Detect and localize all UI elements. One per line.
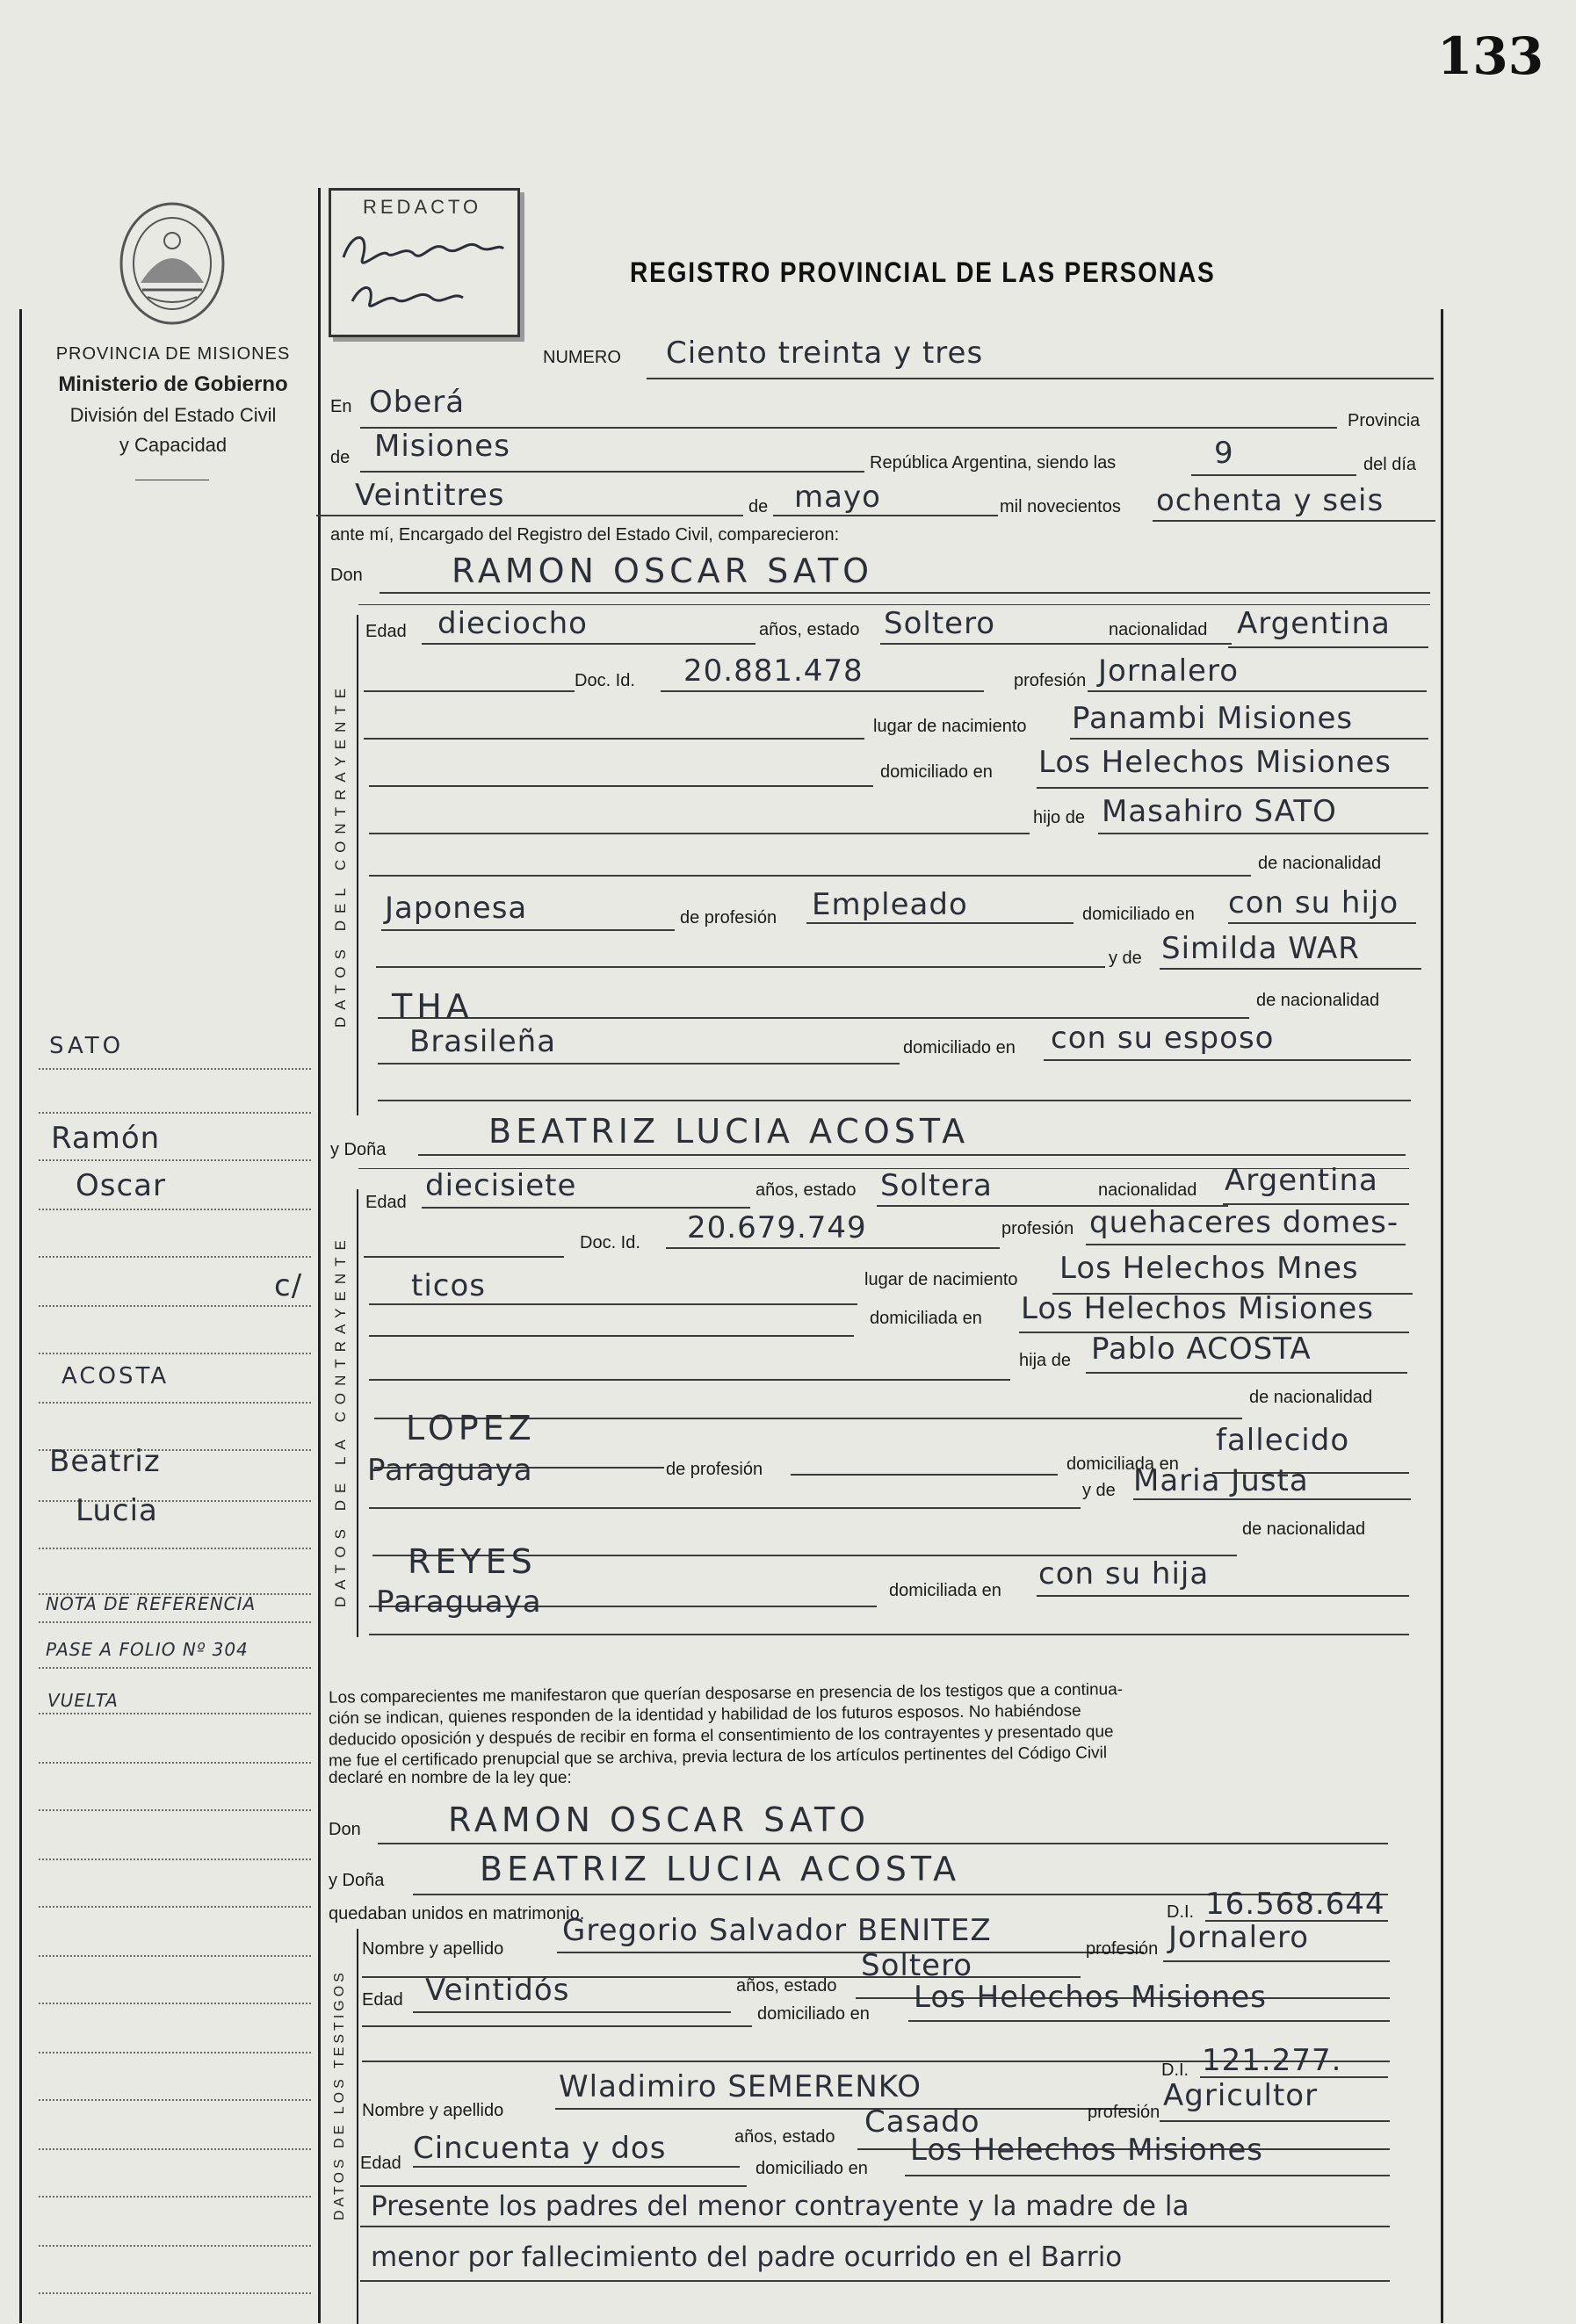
lugar-label: lugar de nacimiento — [873, 717, 1027, 736]
dia-value: Veintitres — [355, 478, 505, 513]
t2-dom-value: Los Helechos Misiones — [910, 2133, 1264, 2168]
contrayente-section-label: DATOS DEL CONTRAYENTE — [332, 681, 349, 1028]
profesion-f-value: quehaceres domes- — [1089, 1205, 1399, 1240]
margin-pase-folio: PASE A FOLIO Nº 304 — [46, 1639, 249, 1660]
margin-surname: SATO — [49, 1033, 125, 1059]
declaration-line-5: declaré en nombre de la ley que: — [329, 1769, 572, 1787]
edad-label: Edad — [365, 622, 407, 641]
t2-nombre-label: Nombre y apellido — [362, 2101, 504, 2120]
margin-first-name-2: Beatriz — [49, 1444, 161, 1479]
padre-value: Masahiro SATO — [1102, 794, 1337, 829]
t2-prof-value: Agricultor — [1163, 2078, 1319, 2113]
madre-dom-label: domiciliado en — [903, 1038, 1016, 1057]
document-title: REGISTRO PROVINCIAL DE LAS PERSONAS — [630, 256, 1216, 288]
hijo-label: hijo de — [1033, 808, 1085, 827]
division-name-2: y Capacidad — [119, 434, 228, 456]
hija-label: hija de — [1019, 1351, 1071, 1370]
lugar-f-label: lugar de nacimiento — [864, 1270, 1018, 1289]
t2-dom-label: domiciliado en — [755, 2159, 868, 2178]
profesion-label: profesión — [1014, 671, 1087, 690]
edad-f-label: Edad — [365, 1193, 407, 1212]
t1-dom-label: domiciliado en — [757, 2004, 870, 2024]
de-label: de — [330, 448, 351, 467]
numero-value: Ciento treinta y tres — [666, 336, 984, 371]
estado-label: años, estado — [759, 620, 860, 639]
t1-dom-value: Los Helechos Misiones — [914, 1980, 1268, 2015]
decl-dona-value: BEATRIZ LUCIA ACOSTA — [480, 1850, 961, 1888]
nacionalidad-value: Argentina — [1237, 606, 1391, 641]
madre-f-dom-value: con su hija — [1038, 1556, 1210, 1591]
t1-di-value: 16.568.644 — [1205, 1887, 1385, 1922]
redacto-stamp — [329, 188, 520, 337]
en-value: Oberá — [369, 385, 466, 420]
padre-f-nac-value: Paraguaya — [367, 1453, 533, 1488]
t1-prof-value: Jornalero — [1168, 1920, 1309, 1955]
t1-estado-value: Soltero — [861, 1948, 973, 1983]
testigos-section-label: DATOS DE LOS TESTIGOS — [332, 1969, 347, 2220]
madre-f-nac-value: Paraguaya — [376, 1584, 542, 1620]
contrayente-f-section-label: DATOS DE LA CONTRAYENTE — [332, 1233, 349, 1607]
quedaban-text: quedaban unidos en matrimonio. — [329, 1904, 585, 1923]
madre-nac-value: Brasileña — [409, 1024, 557, 1059]
testigos-note-line-1: Presente los padres del menor contrayente y la madre de la — [371, 2190, 1189, 2222]
decl-don-label: Don — [329, 1820, 361, 1839]
del-dia-label: del día — [1363, 455, 1417, 474]
provincia-label: Provincia — [1348, 411, 1421, 430]
don-value: RAMON OSCAR SATO — [452, 552, 874, 590]
padre-nac-value: Japonesa — [385, 891, 528, 926]
t1-estado-label: años, estado — [736, 1976, 837, 1996]
nacionalidad-label: nacionalidad — [1109, 620, 1208, 639]
margin-second-name-2: Lucia — [76, 1493, 158, 1528]
anio-value: ochenta y seis — [1156, 483, 1384, 518]
y-de-label: y de — [1109, 949, 1142, 968]
don-label: Don — [330, 566, 363, 585]
domicilio-f-label: domiciliada en — [870, 1309, 982, 1328]
de-profesion-label: de profesión — [680, 908, 777, 927]
domicilio-value: Los Helechos Misiones — [1038, 745, 1392, 780]
de-nacionalidad-f-label: de nacionalidad — [1249, 1388, 1373, 1407]
edad-f-value: diecisiete — [425, 1168, 577, 1203]
margin-vuelta: VUELTA — [47, 1690, 119, 1711]
doc-value: 20.881.478 — [683, 653, 864, 689]
domicilio-f-value: Los Helechos Misiones — [1021, 1291, 1375, 1326]
t1-prof-label: profesión — [1086, 1939, 1159, 1959]
de-nacionalidad-label: de nacionalidad — [1258, 854, 1382, 873]
padre-dom-value: con su hijo — [1228, 885, 1399, 920]
division-name: División del Estado Civil — [69, 404, 277, 426]
right-margin-rule — [1441, 309, 1443, 2323]
profesion-f-value-2: ticos — [411, 1268, 486, 1303]
de-profesion-f-label: de profesión — [666, 1460, 763, 1479]
padre-f-dom-value: fallecido — [1216, 1423, 1350, 1458]
declaration-line-2: ción se indican, quienes responden de la identidad y habilidad de los futuros esposos. No habiéndose — [328, 1701, 1081, 1729]
declaration-line-3: deducido oposición y después de recibir en forma el consentimiento de los contrayentes y presentado que — [328, 1722, 1114, 1750]
nacionalidad-f-value: Argentina — [1225, 1163, 1378, 1198]
nacionalidad-f-label: nacionalidad — [1098, 1180, 1197, 1200]
padre-f-value: Pablo ACOSTA — [1091, 1332, 1312, 1367]
profesion-value: Jornalero — [1098, 653, 1239, 689]
y-de-f-label: y de — [1082, 1481, 1116, 1500]
margin-second-name: Oscar — [76, 1168, 166, 1203]
madre-dom-value: con su esposo — [1051, 1021, 1275, 1056]
t2-edad-value: Cincuenta y dos — [413, 2131, 667, 2166]
testigos-rule — [357, 1929, 358, 2324]
madre-f-dom-label: domiciliada en — [889, 1581, 1001, 1600]
t2-estado-label: años, estado — [734, 2127, 835, 2147]
t1-edad-label: Edad — [362, 1990, 403, 2010]
province-name: PROVINCIA DE MISIONES — [55, 344, 291, 364]
doc-f-value: 20.679.749 — [687, 1210, 867, 1245]
padre-f-dom-label: domiciliada en — [1066, 1454, 1179, 1474]
t1-di-label: D.I. — [1167, 1902, 1195, 1922]
t2-prof-label: profesión — [1088, 2103, 1160, 2122]
stamp-signature — [335, 222, 510, 328]
de-mes-label: de — [748, 497, 769, 516]
contrayente-rule — [357, 615, 358, 1115]
estado-value: Soltero — [884, 606, 996, 641]
madre-f-nac-label: de nacionalidad — [1242, 1519, 1366, 1539]
declaration-line-4: me fue el certificado prenupcial que se archiva, previa lectura de los artículos pertinentes del Código Civil — [328, 1743, 1108, 1771]
t1-nombre-value: Gregorio Salvador BENITEZ — [562, 1913, 992, 1948]
madre-value-2: THA — [392, 987, 474, 1026]
margin-first-name: Ramón — [51, 1121, 161, 1156]
madre-nac-label: de nacionalidad — [1256, 991, 1380, 1010]
page-number: 133 — [1437, 26, 1544, 86]
t2-nombre-value: Wladimiro SEMERENKO — [559, 2069, 922, 2104]
numero-label: NUMERO — [543, 348, 621, 367]
lugar-f-value: Los Helechos Mnes — [1059, 1251, 1359, 1286]
estado-f-label: años, estado — [755, 1180, 857, 1200]
de-value: Misiones — [374, 429, 510, 464]
profesion-f-label: profesión — [1001, 1219, 1074, 1238]
doc-label: Doc. Id. — [575, 671, 635, 690]
decl-don-value: RAMON OSCAR SATO — [448, 1801, 871, 1839]
t2-di-label: D.I. — [1161, 2061, 1189, 2080]
t1-edad-value: Veintidós — [425, 1973, 570, 2008]
provincia-de-misiones-seal — [116, 198, 228, 328]
stamp-label: REDACTO — [363, 196, 482, 218]
en-label: En — [330, 397, 352, 416]
mil-label: mil novecientos — [1000, 497, 1121, 516]
t1-nombre-label: Nombre y apellido — [362, 1939, 504, 1959]
main-column-rule — [318, 188, 321, 2323]
padre-dom-label: domiciliado en — [1082, 905, 1195, 924]
margin-surname-2: ACOSTA — [61, 1363, 170, 1389]
contrayente-f-rule — [357, 1189, 358, 1637]
decl-dona-label: y Doña — [329, 1871, 385, 1890]
edad-value: dieciocho — [437, 606, 588, 641]
estado-f-value: Soltera — [880, 1168, 993, 1203]
domicilio-label: domiciliado en — [880, 762, 993, 782]
madre-value: Similda WAR — [1161, 931, 1360, 966]
republica-label: República Argentina, siendo las — [870, 453, 1117, 473]
lugar-value: Panambi Misiones — [1072, 701, 1354, 736]
mes-value: mayo — [794, 480, 881, 515]
ante-label: ante mí, Encargado del Registro del Estado Civil, comparecieron: — [330, 525, 840, 545]
doc-f-label: Doc. Id. — [580, 1233, 640, 1252]
t2-edad-label: Edad — [360, 2154, 401, 2173]
t2-estado-value: Casado — [864, 2104, 980, 2140]
margin-nota-referencia: NOTA DE REFERENCIA — [46, 1593, 257, 1614]
madre-f-value-2: REYES — [408, 1542, 537, 1581]
hora-value: 9 — [1214, 436, 1234, 471]
margin-con: c/ — [274, 1268, 303, 1303]
declaration-line-1: Los comparecientes me manifestaron que querían desposarse en presencia de los testigos que a continua- — [328, 1680, 1124, 1707]
t2-di-value: 121.277. — [1202, 2043, 1342, 2078]
ministry-name: Ministerio de Gobierno — [58, 372, 288, 396]
dona-value: BEATRIZ LUCIA ACOSTA — [488, 1112, 970, 1151]
testigos-note-line-2: menor por fallecimiento del padre ocurrido en el Barrio — [371, 2241, 1123, 2273]
padre-prof-value: Empleado — [812, 887, 968, 922]
padre-f-value-2: LOPEZ — [406, 1409, 536, 1447]
dona-label: y Doña — [330, 1140, 387, 1159]
left-margin-rule — [19, 309, 22, 2323]
madre-f-value: Maria Justa — [1133, 1463, 1309, 1498]
